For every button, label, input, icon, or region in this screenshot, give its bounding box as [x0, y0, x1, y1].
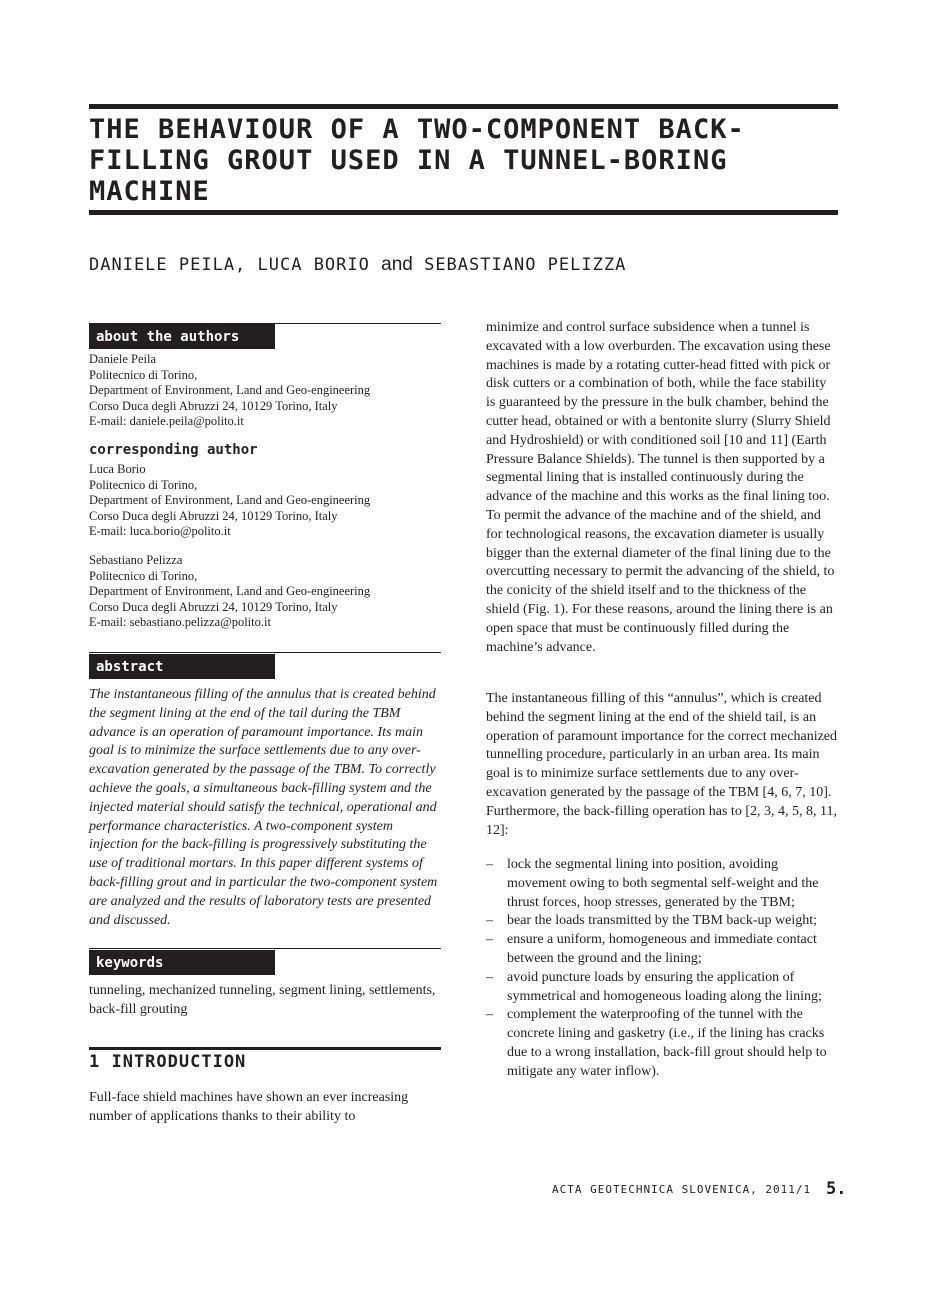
author2-name: Luca Borio — [89, 462, 146, 476]
list-item: – complement the waterproofing of the tunnel with the concrete lining and gasketry (i.e., if the lining has cracks due to a wrong installation, back-fill grout should help to mitigate any water inflow). — [486, 1007, 827, 1079]
introduction-heading: 1 INTRODUCTION — [89, 1052, 247, 1072]
list-dash: – — [486, 932, 493, 948]
keywords-text: tunneling, mechanized tunneling, segment lining, settlements, back-fill grouting — [89, 983, 436, 1017]
page-number: 5. — [826, 1179, 847, 1199]
title-rule-top — [89, 104, 838, 109]
author2-department: Department of Environment, Land and Geo-engineering — [89, 493, 371, 508]
list-item: – lock the segmental lining into position, avoiding movement owing to both segmental self-weight and the thrust forces, hoop stresses, generated by the TBM; — [486, 857, 819, 910]
author3-department: Department of Environment, Land and Geo-engineering — [89, 584, 371, 599]
keywords-label: keywords — [89, 950, 275, 975]
journal-footer: ACTA GEOTECHNICA SLOVENICA, 2011/1 — [552, 1183, 812, 1196]
paper-title: THE BEHAVIOUR OF A TWO-COMPONENT BACK-FILLING GROUT USED IN A TUNNEL-BORING MACHINE — [89, 114, 745, 207]
author1-address — [89, 352, 441, 430]
author3-name: Sebastiano Pelizza — [89, 553, 183, 567]
list-dash: – — [486, 913, 493, 929]
author1-department: Department of Environment, Land and Geo-engineering — [89, 383, 371, 398]
about-authors-label: about the authors — [89, 324, 275, 349]
author3-institution: Politecnico di Torino, — [89, 568, 198, 583]
author1-street: Corso Duca degli Abruzzi 24, 10129 Torino, Italy — [89, 398, 338, 413]
introduction-para1-start: Full-face shield machines have shown an ever increasing number of applications thanks to their ability to — [89, 1090, 409, 1124]
author3-street: Corso Duca degli Abruzzi 24, 10129 Torino, Italy — [89, 599, 338, 614]
author2-address — [89, 462, 441, 540]
abstract-rule — [89, 652, 441, 653]
introduction-rule — [89, 1047, 441, 1050]
author2-email: E-mail: luca.borio@polito.it — [89, 524, 231, 539]
author2-street: Corso Duca degli Abruzzi 24, 10129 Torino, Italy — [89, 508, 338, 523]
list-dash: – — [486, 969, 493, 985]
corresponding-author-label: corresponding author — [89, 442, 258, 458]
abstract-label: abstract — [89, 654, 275, 679]
author1-email: E-mail: daniele.peila@polito.it — [89, 414, 244, 429]
list-dash: – — [486, 1007, 493, 1023]
list-item: – bear the loads transmitted by the TBM back-up weight; — [486, 912, 838, 931]
introduction-para2: The instantaneous filling of this “annulus”, which is created behind the segment lining at the end of the shield tail, is an operation of paramount importance for the correct mechanized tunnelling procedure, particularly in an urban area. Its main goal is to minimize surface settlements due to any over-excavation generated by the passage of the TBM [4, 6, 7, 10]. Furthermore, the back-filling operation has to [2, 3, 4, 5, 8, 11, 12]: — [486, 691, 838, 838]
author3-address — [89, 553, 441, 631]
keywords-rule — [89, 948, 441, 949]
list-item: – avoid puncture loads by ensuring the application of symmetrical and homogeneous loading along the lining; — [486, 969, 822, 1004]
author-names-2: SEBASTIANO PELIZZA — [424, 255, 627, 275]
introduction-para1-continued: minimize and control surface subsidence when a tunnel is excavated with a low overburden. The excavation using these machines is made by a rotating cutter-head fitted with pick or disk cutters or a combination of both, while the face stability is guaranteed by the pressure in the bulk chamber, behind the cutter head, obtained or with a bentonite slurry (Slurry Shield and Hydroshield) or with conditioned soil [10 and 11] (Earth Pressure Balance Shields). The tunnel is then supported by a segmental lining that is installed continuously during the advance of the machine and this works as the final lining too. To permit the advance of the machine and of the shield, and for technological reasons, the excavation diameter is usually bigger than the external diameter of the final lining due to the overcutting necessary to permit the advancing of the shield, to the conicity of the shield itself and to the thickness of the shield (Fig. 1). For these reasons, around the lining there is an open space that must be continuously filled during the machine’s advance. — [486, 320, 835, 655]
list-dash: – — [486, 857, 493, 872]
backfill-requirements-list — [486, 856, 838, 1082]
author3-email: E-mail: sebastiano.pelizza@polito.it — [89, 615, 271, 630]
author-names-1: DANIELE PEILA, LUCA BORIO — [89, 255, 370, 275]
list-item: – ensure a uniform, homogeneous and immediate contact between the ground and the lining; — [486, 932, 817, 966]
author2-institution: Politecnico di Torino, — [89, 477, 198, 492]
author-line — [89, 254, 626, 276]
author1-institution: Politecnico di Torino, — [89, 367, 198, 382]
abstract-text: The instantaneous filling of the annulus that is created behind the segment lining at the end of the tail during the TBM advance is an operation of paramount importance. Its main goal is to minimize the surface settlements due to any over-excavation generated by the passage of the TBM. To correctly achieve the goals, a simultaneous back-filling system and the injected material should satisfy the technical, operational and performance characteristics. A two-component system injection for the back-filling is progressively substituting the use of traditional mortars. In this paper different systems of back-filling grout and in particular the two-component system are analyzed and the results of laboratory tests are presented and discussed. — [89, 687, 438, 928]
title-rule-bottom — [89, 210, 838, 215]
author1-name: Daniele Peila — [89, 352, 156, 366]
author-and: and — [381, 254, 413, 275]
